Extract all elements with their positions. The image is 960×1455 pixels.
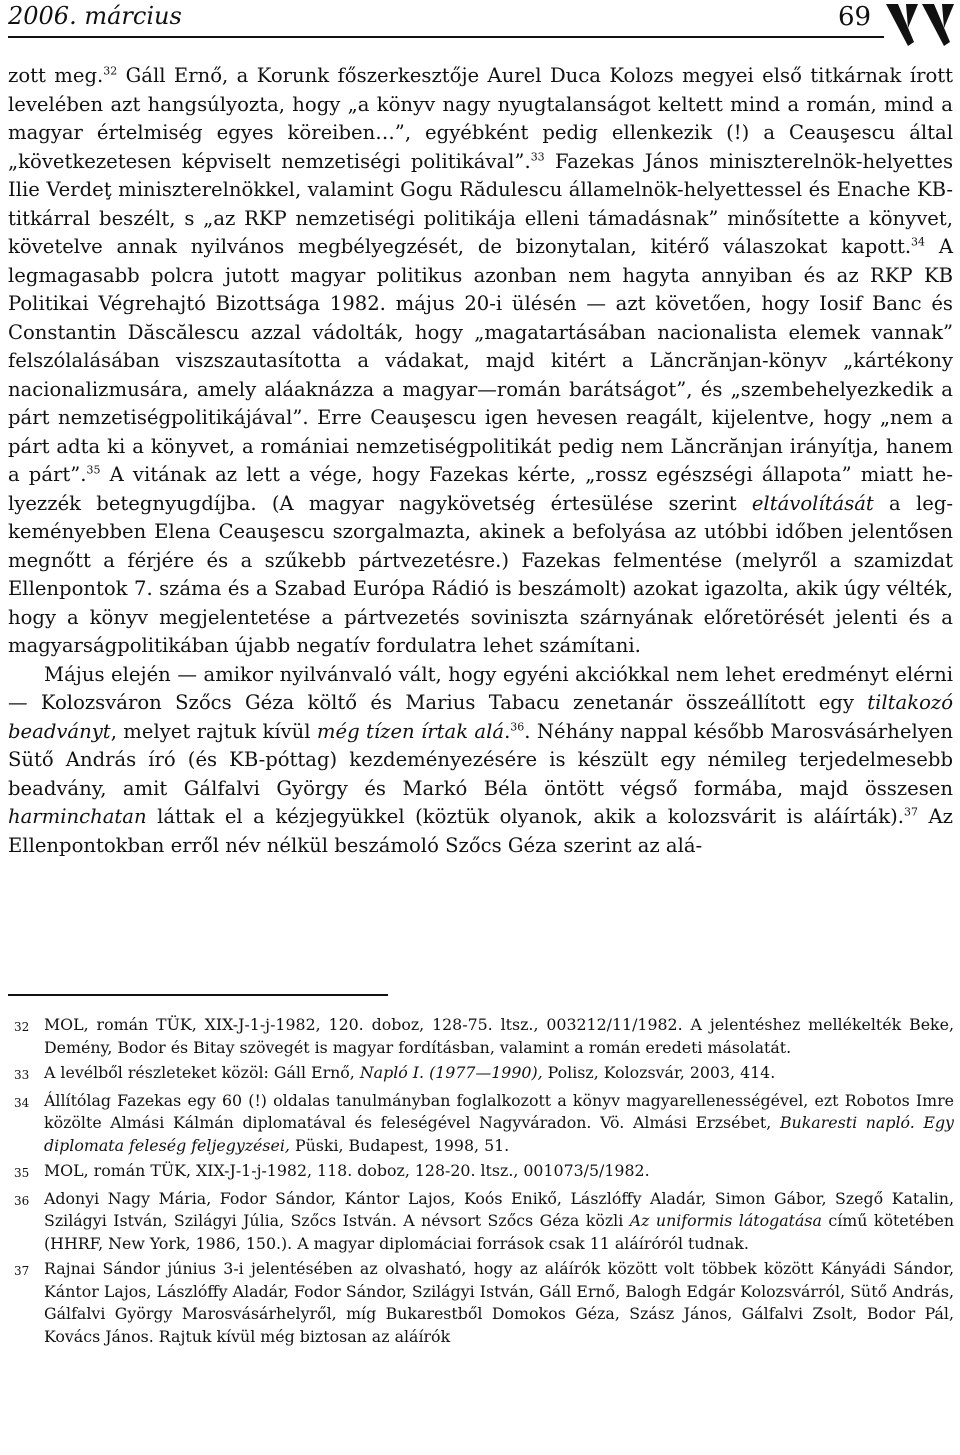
footnote-number: 37 <box>14 1264 30 1278</box>
italic-text: eltávolítását <box>751 491 874 515</box>
text-run: láttak el a kézjegyükkel (köztük olyanok, akik a kolozsvárit is aláírták). <box>146 805 905 828</box>
footnote <box>14 1014 954 1059</box>
italic-text: Az uniformis látogatása <box>629 1211 822 1230</box>
paragraph <box>8 661 953 861</box>
journal-logo-mark <box>886 4 956 46</box>
text-run: MOL, román TÜK, XIX-J-1-j-1982, 118. doboz, 128-20. ltsz., 001073/5/1982. <box>44 1161 650 1180</box>
footnote-number: 36 <box>14 1193 30 1208</box>
footnote-ref: 34 <box>911 235 926 249</box>
text-run: Május elején — amikor nyilvánvaló vált, hogy egyéni akciókkal nem lehet eredményt elérni — Kolozsváron Szőcs Géza költő és Marius Tabacu zenetanár összeállított egy <box>8 662 953 714</box>
footnote <box>14 1258 954 1348</box>
footnote-text <box>44 1160 954 1185</box>
running-title: 2006. március <box>8 2 182 30</box>
footnote-text <box>44 1258 954 1348</box>
footnote <box>14 1188 954 1256</box>
footnote <box>14 1090 954 1158</box>
footnote-ref: 37 <box>904 805 919 819</box>
footnote-number: 34 <box>14 1095 30 1110</box>
italic-text: Bukaresti napló. Egy diplomata feleség feljegyzései, <box>44 1113 954 1155</box>
page-number: 69 <box>838 2 872 32</box>
header-rule <box>8 36 884 38</box>
paragraph <box>8 62 953 661</box>
text-run: Püski, Budapest, 1998, 51. <box>289 1135 510 1155</box>
footnote-number: 35 <box>14 1166 30 1180</box>
text-run: . Néhány nappal később Marosvásárhelyen Sütő András író (és KB-póttag) kezdeményezésére is készült egy némileg terjedelmesebb beadvány, amit Gálfalvi György és Markó Béla öntött végső formába, majd összesen <box>8 719 953 800</box>
text-run: Fazekas János miniszterelnök-helyettes Ilie Verdeţ miniszterelnökkel, valamint Gogu Rădulescu államelnök-helyettessel és Enache KB-titkárral beszélt, s „az RKP nemzetiségi politikája elleni támadásnak” minősítette a könyvet, követelve annak nyilvános megbélyegzését, de bizonytalan, kitérő válaszokat kapott. <box>8 149 953 258</box>
text-run: Adonyi Nagy Mária, Fodor Sándor, Kántor Lajos, Koós Enikő, Lászlóffy Aladár, Simon Gábor, Szegő Katalin, Szilágyi István, Szilágyi Júlia, Szőcs István. A névsort Szőcs Géza közli <box>44 1188 954 1230</box>
text-run: Rajnai Sándor június 3-i jelentésében az olvasható, hogy az aláírók között volt többek között Kányádi Sándor, Kántor Lajos, Lászlóffy Aladár, Fodor Sándor, Szilágyi István, Gáll Ernő, Balogh Edgár Kolozsvárról, Sütő András, Gálfalvi György Marosvásárhelyről, míg Bukarestből Domokos Géza, Szász János, Gálfalvi Zsolt, Bodor Pál, Kovács János. Rajtuk kívül még biztosan az aláírók <box>44 1259 954 1346</box>
running-header <box>0 0 960 50</box>
text-run: A levélből részleteket közöl: Gáll Ernő, <box>44 1063 360 1082</box>
footnote-text <box>44 1062 954 1087</box>
footnote <box>14 1062 954 1087</box>
text-run: Az Ellenpontokban erről név nélkül beszámoló Szőcs Géza szerint az alá- <box>8 805 953 857</box>
footnote-ref: 36 <box>510 719 525 733</box>
italic-text: Napló I. (1977—1990), <box>359 1063 543 1082</box>
text-run: Gáll Ernő, a Korunk főszerkesztője Aurel Duca Kolozs megyei első titkárnak írott levelében azt hangsúlyozta, hogy „a könyv nagy nyugtalanságot keltett mind a román, mind a magyar értelmiség egyes köreiben…”, egyébként pedig ellenkezik (!) a Ceauşescu által „következetesen képviselt nemzetiségi politikával”. <box>8 64 953 173</box>
text-run: zott meg. <box>8 64 104 87</box>
text-run: Polisz, Kolozsvár, 2003, 414. <box>542 1063 776 1082</box>
footnote-ref: 32 <box>103 64 118 78</box>
text-run: A legmagasabb polcra jutott magyar politikus azonban nem hagyta annyiban és az RKP KB Politikai Végrehajtó Bizottsága 1982. május 20-i ülésén — azt követően, hogy Iosif Banc és Constantin Dăscălescu azzal vádolták, hogy „magatartásában nacionalista elemek vannak” felszólalásában viszszautasította a vádakat, majd kitért a Lăncrănjan-könyv „kártékony nacionalizmusára, amely aláaknázza a magyar—román barátságot”, és „szembehelyezkedik a párt nemzetiségpolitikájával”. Erre Ceauşescu igen hevesen reagált, kijelentve, hogy „nem a párt adta ki a könyvet, a romániai nemzetiségpolitikát pedig nem Lăncrănjan irányítja, hanem a párt”. <box>8 235 953 486</box>
footnote-number: 32 <box>14 1020 30 1034</box>
footnote <box>14 1160 954 1185</box>
italic-text: tiltakozó beadványt <box>8 691 953 743</box>
footnote-text <box>44 1090 954 1158</box>
text-run: A vitának az lett a vége, hogy Fazekas kérte, „rossz egészségi állapota” miatt helyezzék betegnyugdíjba. (A magyar nagykövetség értesülése szerint <box>8 463 953 515</box>
footnote-ref: 35 <box>86 463 101 477</box>
text-run: című kötetében (HHRF, New York, 1986, 150.). A magyar diplomáciai források csak 11 aláíróról tudnak. <box>44 1211 954 1253</box>
footnotes <box>14 1014 954 1351</box>
text-run: MOL, román TÜK, XIX-J-1-j-1982, 120. doboz, 128-75. ltsz., 003212/11/1982. A jelentéshez mellékelték Beke, Demény, Bodor és Bitay szövegét is magyar fordításban, valamint a román eredeti másolatát. <box>44 1015 954 1057</box>
text-run: , melyet rajtuk kívül <box>110 719 317 743</box>
main-text <box>8 62 953 860</box>
text-run: . <box>504 719 511 743</box>
footnote-number: 33 <box>14 1068 30 1082</box>
italic-text: harminchatan <box>8 805 147 828</box>
italic-text: még tízen írtak alá <box>316 719 505 743</box>
footnote-ref: 33 <box>530 149 545 163</box>
text-run: a legkeményebben Elena Ceauşescu szorgalmazta, akinek a befolyása az utóbbi időben jelentősen megnőtt a férjére és a szűkebb pártvezetésre.) Fazekas felmentése (melyről a szamizdat Ellenpontok 7. száma és a Szabad Európa Rádió is beszámolt) azokat igazolta, akik úgy vélték, hogy a könyv megjelentetése a pártvezetés soviniszta szárnyának előretörését jelenti és a magyarságpolitikában újabb negatív fordulatra lehet számítani. <box>8 491 954 657</box>
footnote-separator <box>8 994 388 996</box>
text-run: Állítólag Fazekas egy 60 (!) oldalas tanulmányban foglalkozott a könyv magyarellenességével, ezt Robotos Imre közölte Almási Kálmán diplomatával és feleségével Nagyváradon. Vö. Almási Erzsébet, <box>44 1090 954 1132</box>
footnote-text <box>44 1014 954 1059</box>
footnote-text <box>44 1188 954 1256</box>
